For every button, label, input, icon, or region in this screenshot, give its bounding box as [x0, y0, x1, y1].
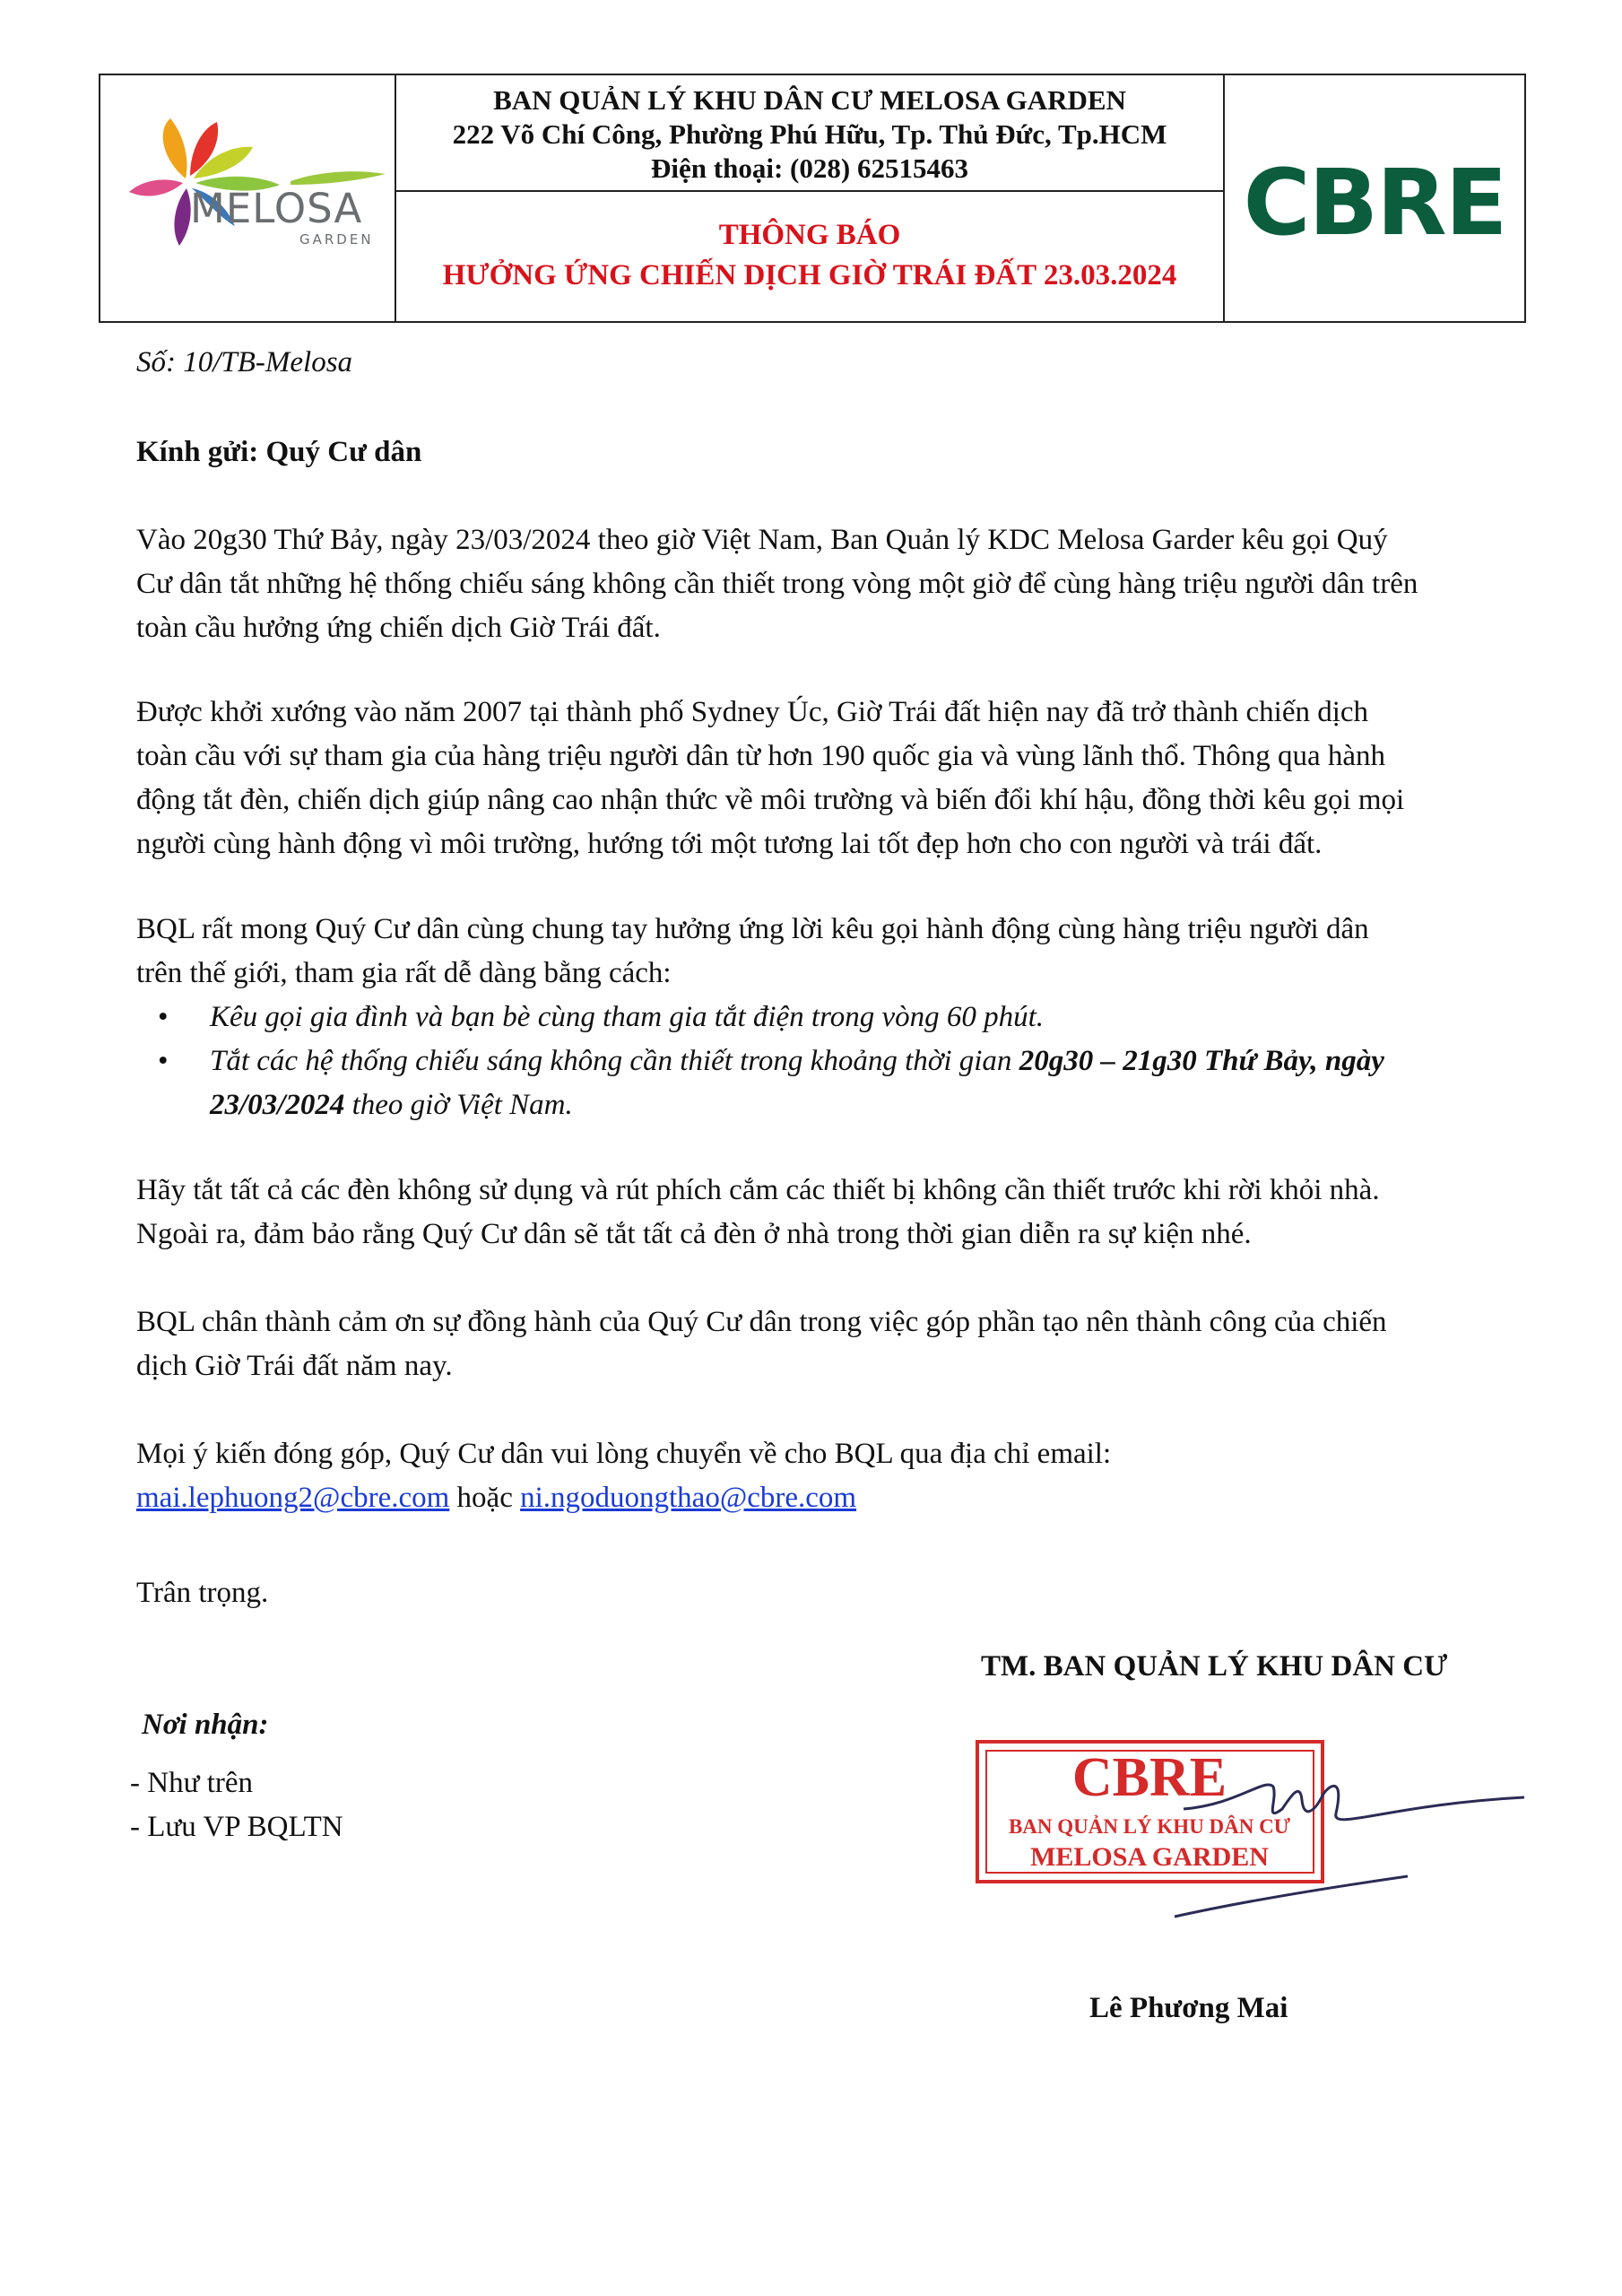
signer-name: Lê Phương Mai [1089, 1992, 1288, 2024]
list-item [136, 996, 1508, 1039]
logo-name: MELOSA [190, 185, 363, 232]
participation-list [136, 996, 1508, 1127]
organization-info [396, 75, 1223, 192]
paragraph-line: toàn cầu hưởng ứng chiến dịch Giờ Trái đất. [136, 612, 661, 644]
org-phone: Điện thoại: (028) 62515463 [651, 152, 968, 184]
bullet-text: Kêu gọi gia đình và bạn bè cùng tham gia tắt điện trong vòng 60 phút. [210, 1001, 1045, 1033]
paragraph-line: Ngoài ra, đảm bảo rằng Quý Cư dân sẽ tắt tất cả đèn ở nhà trong thời gian diễn ra sự kiện nhé. [136, 1218, 1252, 1250]
bullet-date: 23/03/2024 [210, 1089, 345, 1121]
recipient-item: - Lưu VP BQLTN [130, 1811, 343, 1843]
paragraph-line: trên thế giới, tham gia rất dễ dàng bằng cách: [136, 957, 672, 989]
paragraph-line: BQL rất mong Quý Cư dân cùng chung tay hưởng ứng lời kêu gọi hành động cùng hàng triệu người dân [136, 913, 1369, 945]
paragraph-6 [136, 1432, 1508, 1520]
notice-title-line1: THÔNG BÁO [718, 219, 901, 251]
paragraph-line: Vào 20g30 Thứ Bảy, ngày 23/03/2024 theo giờ Việt Nam, Ban Quản lý KDC Melosa Garder kêu gọi Quý [136, 524, 1388, 556]
stamp-line-3: MELOSA GARDEN [1030, 1842, 1269, 1872]
recipient-item: - Như trên [130, 1767, 254, 1799]
signature-icon [1184, 1785, 1524, 1820]
salutation: Kính gửi: Quý Cư dân [136, 436, 422, 468]
email-line [136, 1476, 1508, 1520]
document-number: Số: 10/TB-Melosa [136, 346, 353, 378]
email-separator: hoặc [449, 1482, 521, 1514]
cbre-logo-cell [1225, 75, 1524, 321]
paragraph-4 [136, 1169, 1508, 1257]
recipients-list [130, 1761, 578, 1849]
paragraph-line: động tắt đèn, chiến dịch giúp nâng cao nhận thức về môi trường và biến đổi khí hậu, đồng thời kêu gọi mọi [136, 784, 1405, 816]
cbre-logo: CBRE [1243, 149, 1506, 257]
stamp-line-1: CBRE [1071, 1747, 1227, 1808]
bullet-icon: • [158, 1045, 169, 1077]
paragraph-line: người cùng hành động vì môi trường, hướng tới một tương lai tốt đẹp hơn cho con người và trái đất. [136, 828, 1323, 860]
bullet-icon: • [158, 1001, 169, 1033]
org-name: BAN QUẢN LÝ KHU DÂN CƯ MELOSA GARDEN [493, 84, 1126, 116]
email-link-1[interactable]: mai.lephuong2@cbre.com [136, 1482, 450, 1514]
closing: Trân trọng. [136, 1577, 269, 1609]
paragraph-line: Mọi ý kiến đóng góp, Quý Cư dân vui lòng chuyển về cho BQL qua địa chỉ email: [136, 1438, 1112, 1470]
header-center [396, 75, 1225, 321]
list-item [136, 1039, 1508, 1127]
official-stamp [968, 1733, 1542, 1939]
stamp-line-2: BAN QUẢN LÝ KHU DÂN CƯ [1008, 1815, 1291, 1838]
paragraph-3 [136, 908, 1508, 996]
paragraph-line: Hãy tắt tất cả các đèn không sử dụng và rút phích cắm các thiết bị không cần thiết trước khi rời khỏi nhà. [136, 1174, 1380, 1206]
notice-title-line2: HƯỞNG ỨNG CHIẾN DỊCH GIỜ TRÁI ĐẤT 23.03.2024 [442, 259, 1177, 291]
paragraph-1 [136, 518, 1508, 650]
bullet-text-end: theo giờ Việt Nam. [344, 1089, 573, 1121]
notice-title [396, 192, 1223, 321]
paragraph-line: Được khởi xướng vào năm 2007 tại thành phố Sydney Úc, Giờ Trái đất hiện nay đã trở thành chiến dịch [136, 696, 1369, 728]
paragraph-5 [136, 1300, 1508, 1388]
paragraph-line: toàn cầu với sự tham gia của hàng triệu người dân từ hơn 190 quốc gia và vùng lãnh thổ. Thông qua hành [136, 740, 1386, 772]
email-link-2[interactable]: ni.ngoduongthao@cbre.com [520, 1482, 857, 1514]
paragraph-2 [136, 691, 1508, 866]
signer-title: TM. BAN QUẢN LÝ KHU DÂN CƯ [981, 1650, 1448, 1683]
org-address: 222 Võ Chí Công, Phường Phú Hữu, Tp. Thủ Đức, Tp.HCM [452, 118, 1167, 150]
paragraph-line: BQL chân thành cảm ơn sự đồng hành của Quý Cư dân trong việc góp phần tạo nên thành công của chiến [136, 1306, 1387, 1338]
letterhead-table [99, 74, 1526, 323]
recipients-title: Nơi nhận: [142, 1709, 269, 1741]
paragraph-line: dịch Giờ Trái đất năm nay. [136, 1350, 453, 1382]
melosa-logo [100, 75, 396, 321]
paragraph-line: Cư dân tắt những hệ thống chiếu sáng không cần thiết trong vòng một giờ để cùng hàng triệu người dân trên [136, 568, 1418, 600]
bullet-text: Tắt các hệ thống chiếu sáng không cần thiết trong khoảng thời gian [210, 1045, 1019, 1077]
logo-sub: GARDEN [299, 231, 374, 248]
bullet-time-range: 20g30 – 21g30 Thứ Bảy, ngày [1019, 1045, 1384, 1077]
